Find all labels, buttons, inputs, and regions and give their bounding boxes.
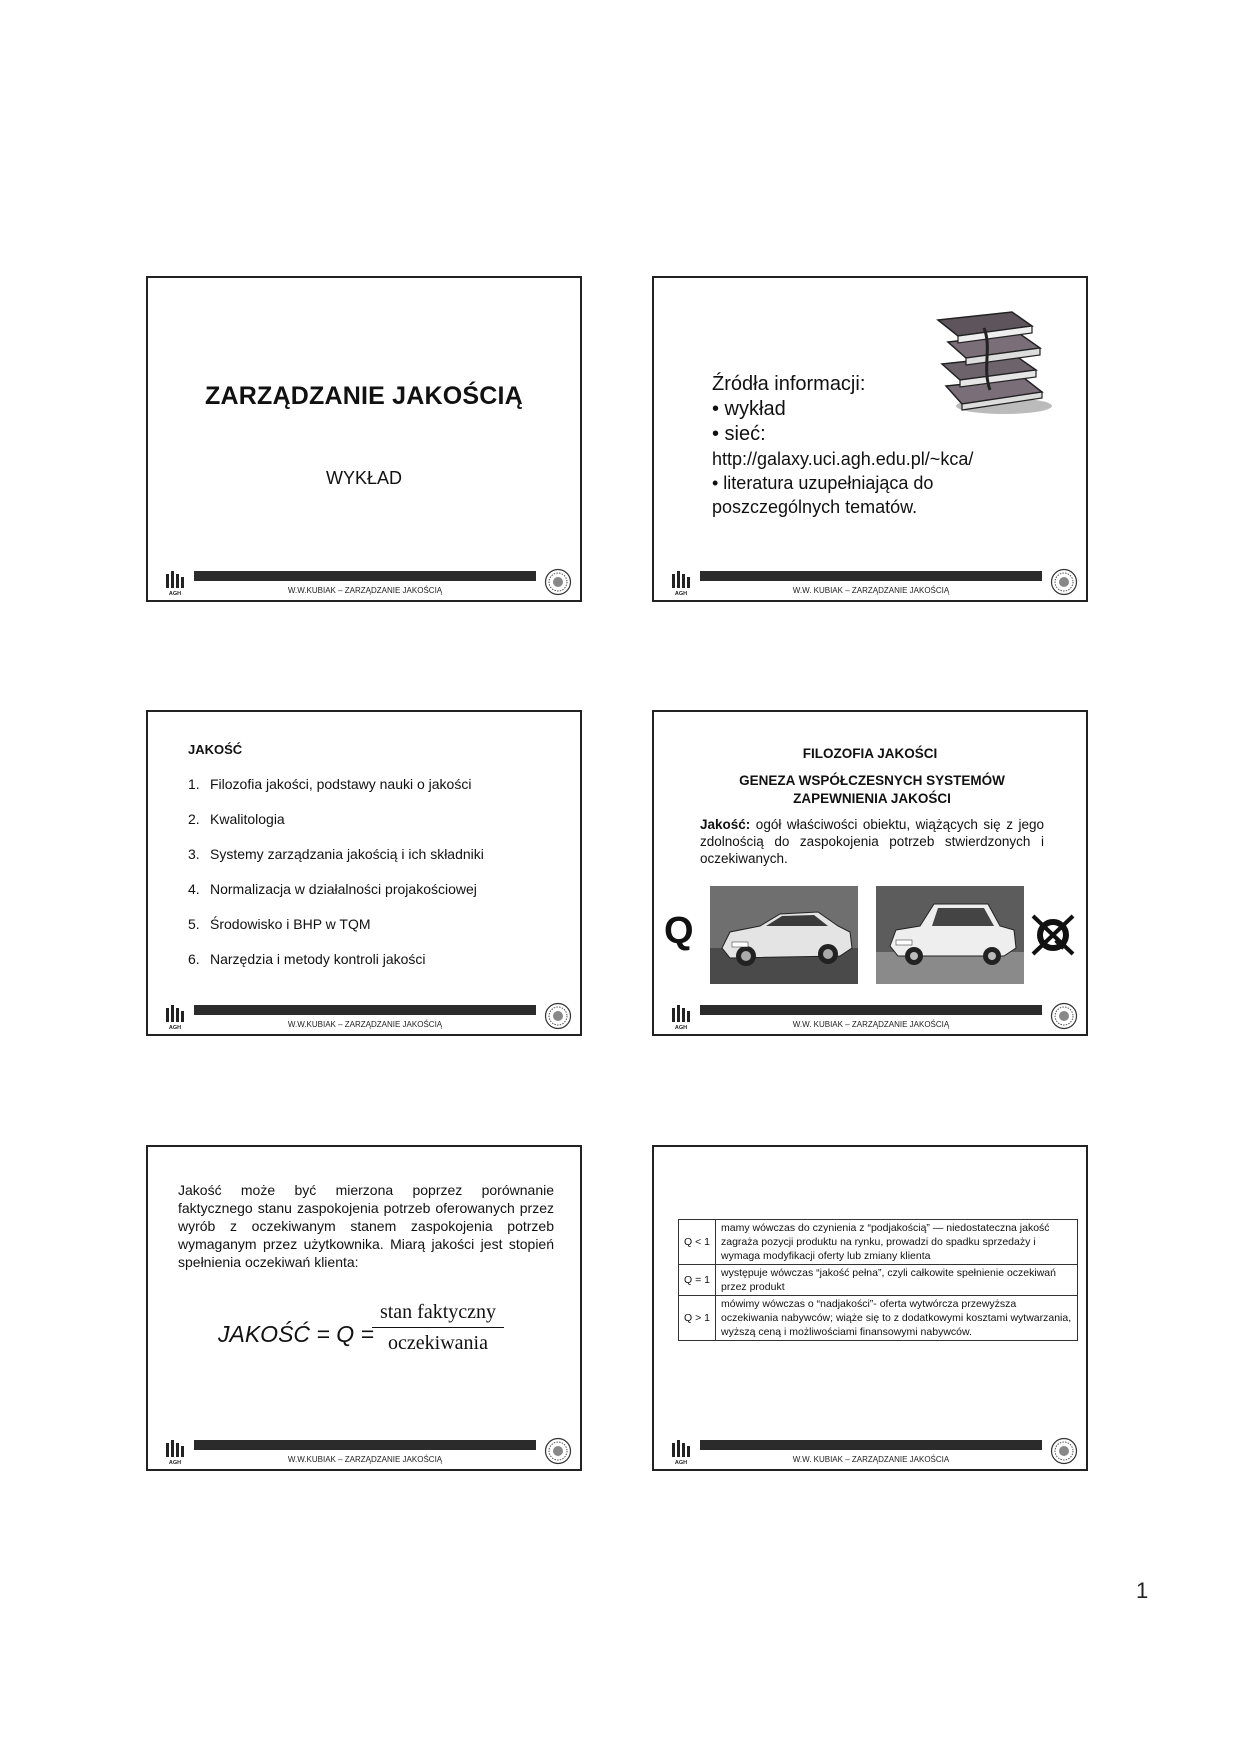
formula-numerator: stan faktyczny [372,1301,504,1328]
list-item-label: Kwalitologia [210,811,285,827]
slide-5 [146,1145,582,1471]
university-seal-icon [1050,568,1078,596]
list-item-label: Filozofia jakości, podstawy nauki o jakości [210,776,472,792]
university-seal-icon [544,1002,572,1030]
table-cell-key: Q < 1 [679,1220,716,1265]
table-cell-text: mamy wówczas do czynienia z “podjakością” — niedostateczna jakość zagraża pozycji produktu na rynku, prowadzi do spadku sprzedaży i wymaga modyfikacji oferty lub zmiany klienta [716,1220,1078,1265]
sources-bullet-literature-cont: poszczególnych tematów. [712,497,918,517]
sources-bullet-literature: • literatura uzupełniająca do [712,473,934,493]
agh-logo-icon [164,570,186,596]
footer-text: W.W.KUBIAK – ZARZĄDZANIE JAKOŚCIĄ [287,1020,443,1029]
list-item-number: 1. [188,776,200,792]
university-seal-icon [544,568,572,596]
footer-bar [194,1005,536,1015]
sources-heading: Źródła informacji: [712,373,866,395]
slide-3 [146,710,582,1036]
old-small-car-icon [876,886,1024,984]
footer-text: W.W. KUBIAK – ZARZĄDZANIE JAKOŚCIĄ [792,586,950,595]
table-row [679,1296,1078,1341]
slide-subtitle: WYKŁAD [325,468,403,488]
sources-url: http://galaxy.uci.agh.edu.pl/~kca/ [712,449,974,469]
quality-levels-table [678,1219,1078,1341]
slide-title: FILOZOFIA JAKOŚCI [802,746,938,761]
subtitle-line: ZAPEWNIENIA JAKOŚCI [793,791,951,806]
svg-text:AGH: AGH [674,1025,688,1030]
list-item-label: Normalizacja w działalności projakościowej [210,881,477,897]
topics-list [188,776,484,986]
table-cell-text: występuje wówczas “jakość pełna”, czyli całkowite spełnienie oczekiwań przez produkt [716,1265,1078,1296]
table-cell-key: Q > 1 [679,1296,716,1341]
list-item-number: 6. [188,951,200,967]
list-item-label: Narzędzia i metody kontroli jakości [210,951,426,967]
table-row [679,1265,1078,1296]
definition-text: ogół właściwości obiektu, wiążących się z jego zdolnością do zaspokojenia potrzeb stwierdzonych i oczekiwanych. [700,817,1044,866]
footer-text: W.W.KUBIAK – ZARZĄDZANIE JAKOŚCIĄ [287,1455,443,1464]
agh-logo-icon [164,1439,186,1465]
university-seal-icon [1050,1002,1078,1030]
slide-1 [146,276,582,602]
table-cell-text: mówimy wówczas o “nadjakości”- oferta wytwórcza przewyższa oczekiwania nabywców; wiąże się to z dodatkowymi kosztami wytwarzania, wyższą ceną i możliwościami finansowymi nabywców. [716,1296,1078,1341]
topics-heading: JAKOŚĆ [188,742,243,757]
footer-bar [700,571,1042,581]
formula-lhs: JAKOŚĆ = Q = [218,1321,374,1347]
footer-text: W.W. KUBIAK – ZARZĄDZANIE JAKOŚCIA [792,1455,950,1464]
svg-text:AGH: AGH [168,1025,182,1030]
formula-denominator: oczekiwania [388,1332,488,1354]
formula-fraction [372,1301,504,1355]
slide-4 [652,710,1088,1036]
list-item-label: Systemy zarządzania jakością i ich składniki [210,846,484,862]
list-item [188,776,484,811]
footer-bar [194,1440,536,1450]
agh-logo-icon [670,1004,692,1030]
stack-of-books-icon [932,308,1056,416]
quality-definition [700,816,1044,867]
footer-bar [700,1005,1042,1015]
footer-bar [700,1440,1042,1450]
svg-text:AGH: AGH [674,591,688,596]
modern-sedan-car-icon [710,886,858,984]
crossed-q-icon [1030,912,1076,958]
slide-2 [652,276,1088,602]
quality-formula [218,1301,518,1371]
agh-logo-icon [164,1004,186,1030]
slide-subtitle [714,772,1030,808]
footer-text: W.W.KUBIAK – ZARZĄDZANIE JAKOŚCIĄ [287,586,443,595]
page-number: 1 [1136,1578,1149,1603]
list-item [188,811,484,846]
table-row [679,1220,1078,1265]
agh-logo-icon [670,570,692,596]
list-item [188,916,484,951]
svg-text:AGH: AGH [168,591,182,596]
measurement-text: Jakość może być mierzona poprzez porównanie faktycznego stanu zaspokojenia potrzeb oferowanych przez wyrób z oczekiwanym stanem zaspokojenia potrzeb wymaganym przez użytkownika. Miarą jakości jest stopień spełnienia oczekiwań klienta: [178,1182,554,1270]
list-item-number: 2. [188,811,200,827]
sources-bullet-lecture: • wykład [712,398,786,420]
list-item [188,846,484,881]
definition-term: Jakość: [700,817,751,832]
list-item [188,881,484,916]
agh-logo-icon [670,1439,692,1465]
slide-title: ZARZĄDZANIE JAKOŚCIĄ [205,382,523,410]
footer-bar [194,571,536,581]
svg-text:AGH: AGH [168,1460,182,1465]
university-seal-icon [544,1437,572,1465]
university-seal-icon [1050,1437,1078,1465]
subtitle-line: GENEZA WSPÓŁCZESNYCH SYSTEMÓW [739,773,1005,788]
list-item-label: Środowisko i BHP w TQM [210,916,371,932]
slide-6 [652,1145,1088,1471]
list-item [188,951,484,986]
footer-text: W.W. KUBIAK – ZARZĄDZANIE JAKOŚCIĄ [792,1020,950,1029]
svg-text:AGH: AGH [674,1460,688,1465]
table-cell-key: Q = 1 [679,1265,716,1296]
list-item-number: 5. [188,916,200,932]
list-item-number: 3. [188,846,200,862]
sources-bullet-network: • sieć: [712,423,766,445]
list-item-number: 4. [188,881,200,897]
q-label: Q [664,910,694,952]
